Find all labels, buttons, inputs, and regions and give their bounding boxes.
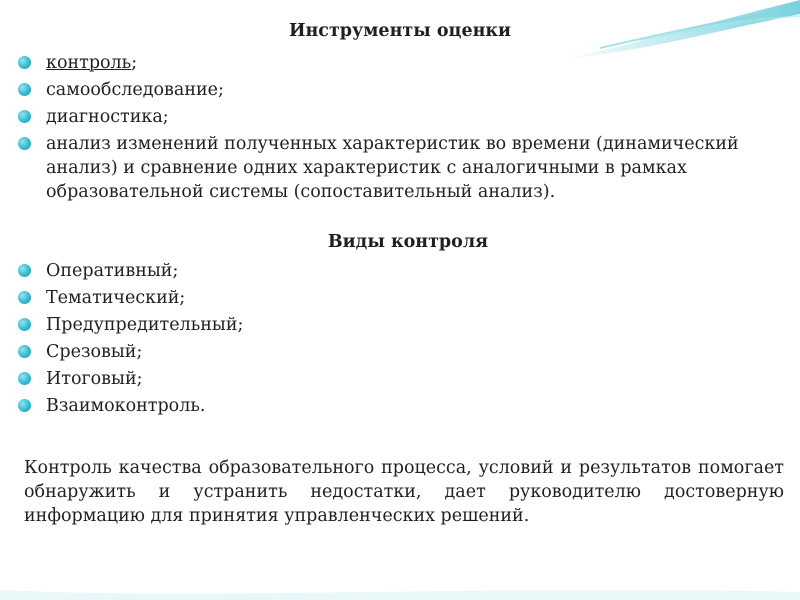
list-item-suffix: ; bbox=[131, 53, 138, 73]
list-item-text: Срезовый; bbox=[46, 342, 143, 362]
list-item-text: Итоговый; bbox=[46, 369, 143, 389]
bullet-icon bbox=[18, 372, 31, 385]
bullet-icon bbox=[18, 56, 31, 69]
heading-assessment-tools: Инструменты оценки bbox=[288, 21, 512, 41]
list-item bbox=[18, 105, 740, 129]
bullet-icon bbox=[18, 291, 31, 304]
list-item bbox=[18, 394, 740, 418]
list-item-text: Предупредительный; bbox=[46, 315, 244, 335]
list-item bbox=[18, 313, 740, 337]
bullet-icon bbox=[18, 137, 31, 150]
bullet-icon bbox=[18, 83, 31, 96]
assessment-tools-list bbox=[18, 51, 740, 207]
list-item-text: Тематический; bbox=[46, 288, 186, 308]
list-item bbox=[18, 340, 740, 364]
list-item-text: контроль bbox=[46, 53, 132, 73]
control-types-list bbox=[18, 259, 740, 421]
bullet-icon bbox=[18, 264, 31, 277]
summary-paragraph: Контроль качества образовательного процесса, условий и результатов помогает обнаружить и устранить недостатки, дает руководителю достоверную информацию для принятия управленческих решений. bbox=[24, 458, 784, 526]
bullet-icon bbox=[18, 318, 31, 331]
list-item-text: самообследование; bbox=[46, 80, 224, 100]
list-item bbox=[18, 259, 740, 283]
list-item bbox=[18, 367, 740, 391]
bullet-icon bbox=[18, 345, 31, 358]
list-item-text: анализ изменений полученных характеристик во времени (динамический анализ) и сравнение одних характеристик с аналогичными в рамках образовательной системы (сопоставительный анализ). bbox=[46, 134, 739, 202]
list-item-text: диагностика; bbox=[46, 107, 169, 127]
bullet-icon bbox=[18, 399, 31, 412]
heading-control-types: Виды контроля bbox=[327, 232, 489, 252]
list-item bbox=[18, 51, 740, 75]
list-item-text: Оперативный; bbox=[46, 261, 179, 281]
bullet-icon bbox=[18, 110, 31, 123]
list-item bbox=[18, 286, 740, 310]
list-item bbox=[18, 132, 740, 204]
list-item bbox=[18, 78, 740, 102]
list-item-text: Взаимоконтроль. bbox=[46, 396, 206, 416]
